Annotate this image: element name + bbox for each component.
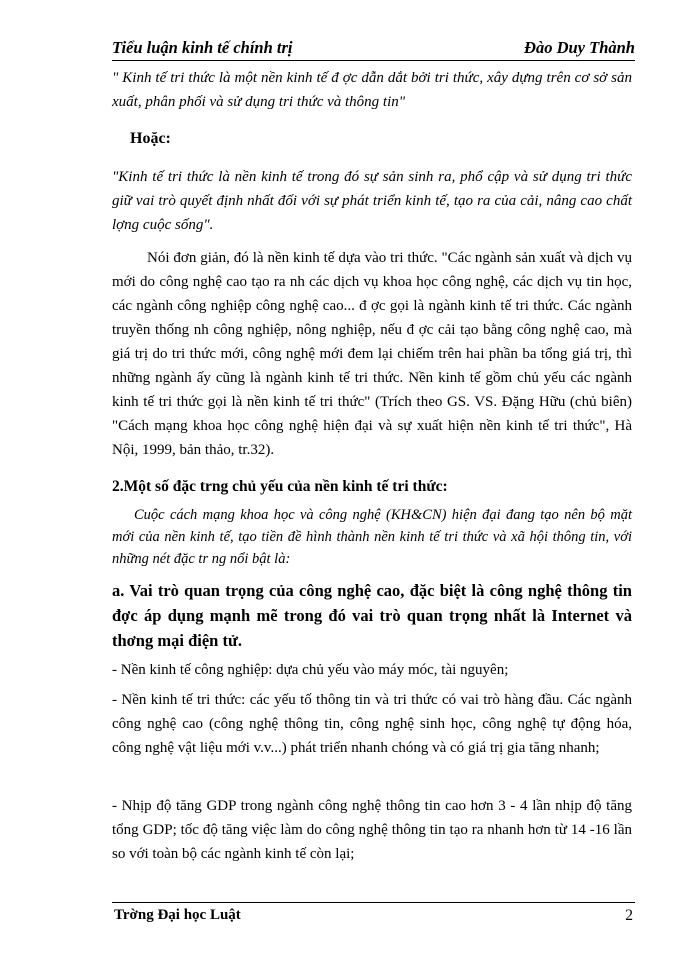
intro-paragraph: Cuộc cách mạng khoa học và công nghệ (KH&CN) hiện đại đang tạo nên bộ mặt mới của nền kinh tế, tạo tiền đề hình thành nền kinh tế tri thức và xã hội thông tin, với những nét đặc tr ng nổi bật là: [112,507,632,567]
body-paragraph-1: Nói đơn giản, đó là nền kinh tế dựa vào tri thức. "Các ngành sản xuất và dịch vụ mới do công nghệ cao tạo ra nh các dịch vụ khoa học công nghệ, các dịch vụ tin học, các ngành công nghiệp công nghệ cao... đ ợc gọi là ngành kinh tế tri thức. Các ngành truyền thống nh công nghiệp, nông nghiệp, nếu đ ợc cải tạo bằng công nghệ cao, mà giá trị do tri thức mới, công nghệ mới đem lại chiếm trên hai phần ba tổng giá trị, thì những ngành ấy cũng là ngành kinh tế tri thức. Nền kinh tế gồm chủ yếu các ngành kinh tế tri thức gọi là nền kinh tế tri thức" (Trích theo GS. VS. Đặng Hữu (chủ biên) "Cách mạng khoa học công nghệ hiện đại và sự xuất hiện nền kinh tế tri thức", Hà Nội, 1999, bản thảo, tr.32). [112,250,632,458]
bullet-item: - Nền kinh tế công nghiệp: dựa chủ yếu vào máy móc, tài nguyên; [112,662,509,678]
bullet-item: - Nhịp độ tăng GDP trong ngành công nghệ thông tin cao hơn 3 - 4 lần nhịp độ tăng tổng GDP; tốc độ tăng việc làm do công nghệ thông tin tạo ra nhanh hơn từ 14 -16 lần so với toàn bộ các ngành kinh tế còn lại; [112,798,632,862]
footer-school: Trờng Đại học Luật [114,907,241,923]
subheading-a: a. Vai trò quan trọng của công nghệ cao, đặc biệt là công nghệ thông tin đợc áp dụng mạnh mẽ trong đó vai trò quan trọng nhất là Internet và thơng mại điện tử. [112,581,632,650]
bullet-item: - Nền kinh tế tri thức: các yếu tố thông tin và tri thức có vai trò hàng đầu. Các ngành công nghệ cao (công nghệ thông tin, công nghệ sinh học, công nghệ tự động hóa, công nghệ vật liệu mới v.v...) phát triển nhanh chóng và có giá trị gia tăng nhanh; [112,692,632,756]
quote-definition-2: "Kinh tế tri thức là nền kinh tế trong đó sự sản sinh ra, phổ cập và sử dụng tri thức giữ vai trò quyết định nhất đối với sự phát triển kinh tế, tạo ra của cải, nâng cao chất lợng cuộc sống". [112,169,632,233]
or-label: Hoặc: [130,130,171,147]
page-number: 2 [625,907,633,924]
header-author: Đào Duy Thành [524,38,635,57]
page-header [112,38,635,61]
page-footer [112,902,635,924]
header-title: Tiểu luận kinh tế chính trị [112,38,293,57]
quote-definition-1: " Kinh tế tri thức là một nền kinh tế đ ợc dẫn dắt bởi tri thức, xây dựng trên cơ sở sản xuất, phân phối và sử dụng tri thức và thông tin" [112,70,632,110]
section-heading: 2.Một số đặc trng chủ yếu của nền kinh tế tri thức: [112,478,448,495]
